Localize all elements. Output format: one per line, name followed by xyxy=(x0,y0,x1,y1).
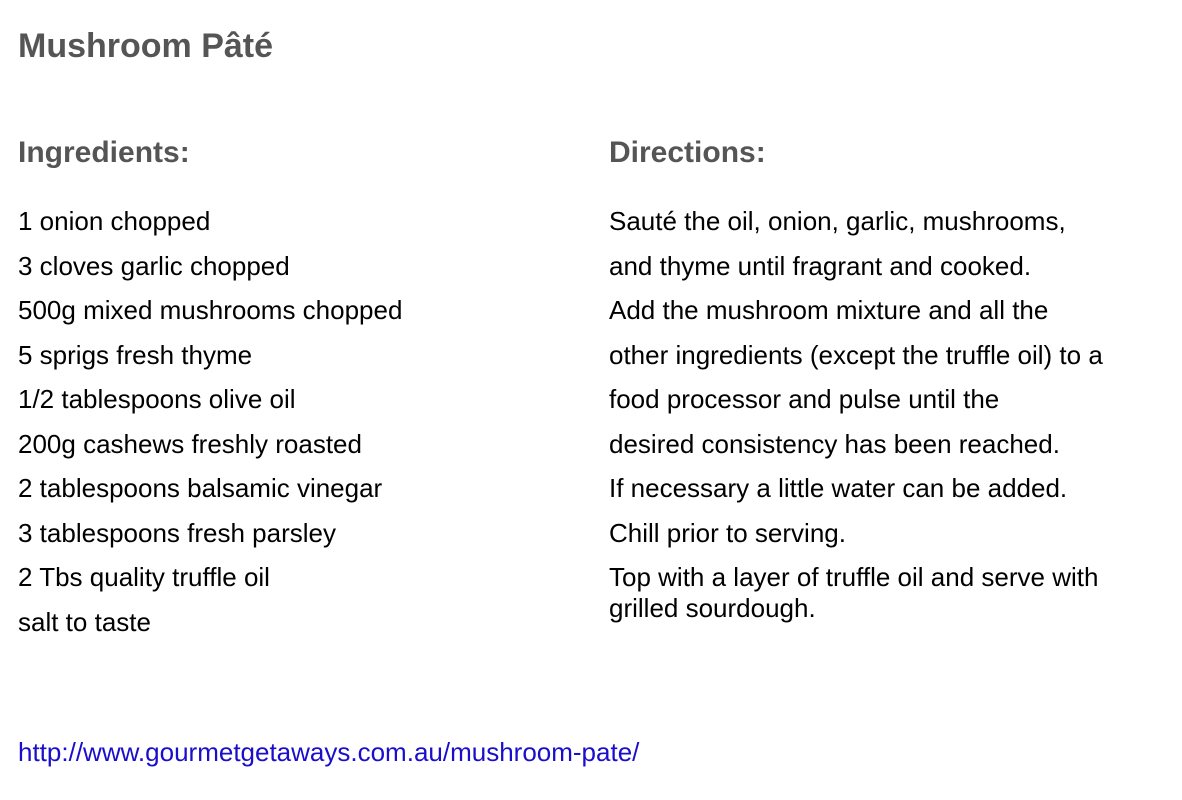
directions-list xyxy=(609,199,1103,555)
direction-line: Chill prior to serving. xyxy=(609,517,846,548)
ingredient-item: salt to taste xyxy=(18,606,151,637)
ingredient-item: 200g cashews freshly roasted xyxy=(18,428,362,459)
direction-line: If necessary a little water can be added. xyxy=(609,473,1068,503)
ingredient-item: 1 onion chopped xyxy=(18,206,211,236)
ingredients-heading: Ingredients: xyxy=(18,136,190,169)
direction-line: Add the mushroom mixture and all the xyxy=(609,295,1049,325)
ingredient-item: 5 sprigs fresh thyme xyxy=(18,339,253,370)
ingredient-item: 3 cloves garlic chopped xyxy=(18,250,290,281)
ingredient-item: 500g mixed mushrooms chopped xyxy=(18,295,403,325)
directions-heading: Directions: xyxy=(609,136,766,169)
direction-line: desired consistency has been reached. xyxy=(609,428,1060,459)
ingredient-item: 3 tablespoons fresh parsley xyxy=(18,517,336,548)
ingredient-item: 2 tablespoons balsamic vinegar xyxy=(18,473,383,503)
ingredients-list xyxy=(18,199,402,644)
direction-line: food processor and pulse until the xyxy=(609,384,1000,414)
direction-final-step: Top with a layer of truffle oil and serve with grilled sourdough. xyxy=(609,562,1099,623)
page-title: Mushroom Pâté xyxy=(18,27,274,65)
direction-line: and thyme until fragrant and cooked. xyxy=(609,250,1032,281)
source-link[interactable]: http://www.gourmetgetaways.com.au/mushroom-pate/ xyxy=(18,737,640,767)
direction-line: Sauté the oil, onion, garlic, mushrooms, xyxy=(609,206,1066,236)
ingredient-item: 2 Tbs quality truffle oil xyxy=(18,562,270,592)
direction-line: other ingredients (except the truffle oil) to a xyxy=(609,339,1103,370)
ingredient-item: 1/2 tablespoons olive oil xyxy=(18,384,296,414)
